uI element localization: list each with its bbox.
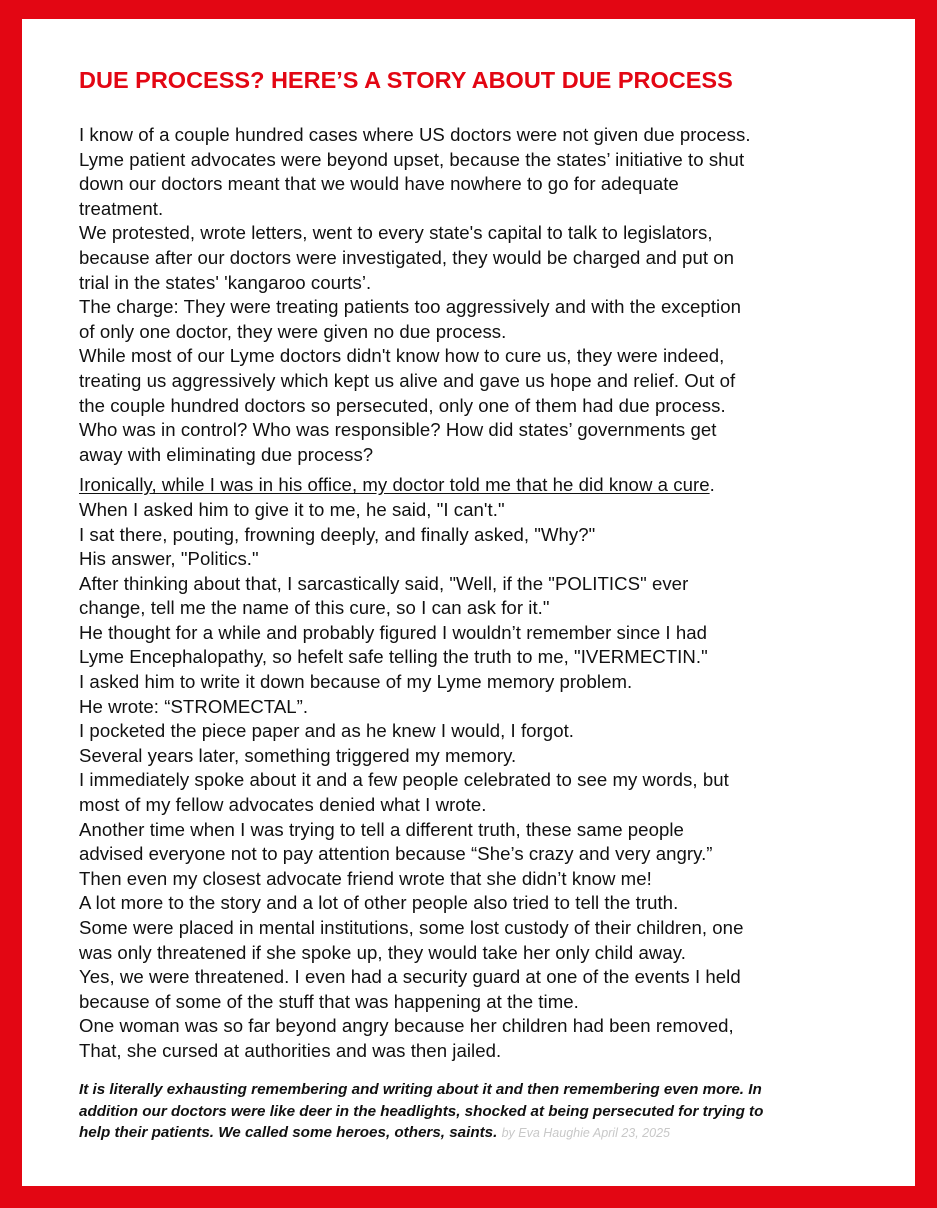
underlined-sentence: Ironically, while I was in his office, my doctor told me that he did know a cure <box>79 474 710 496</box>
text-line: I immediately spoke about it and a few people celebrated to see my words, but <box>79 769 729 791</box>
text-line: The charge: They were treating patients too aggressively and with the exception <box>79 296 742 318</box>
text-line: treating us aggressively which kept us alive and gave us hope and relief. Out of <box>79 369 736 391</box>
text-line: A lot more to the story and a lot of other people also tried to tell the truth. <box>79 892 679 914</box>
text-line: One woman was so far beyond angry because her children had been removed, <box>79 1015 734 1037</box>
text-line-first <box>79 473 879 498</box>
text-line: Who was in control? Who was responsible? How did states’ governments get <box>79 419 717 441</box>
closing-line: It is literally exhausting remembering and writing about it and then remembering even more. In <box>79 1081 762 1098</box>
text-line: advised everyone not to pay attention because “She’s crazy and very angry.” <box>79 843 713 865</box>
text-line: Lyme patient advocates were beyond upset, because the states’ initiative to shut <box>79 148 745 170</box>
closing-line-text: help their patients. We called some heroes, others, saints. <box>79 1124 498 1142</box>
text-line: I pocketed the piece paper and as he knew I would, I forgot. <box>79 720 575 742</box>
section-due-process <box>79 123 879 467</box>
text-line: I know of a couple hundred cases where US doctors were not given due process. <box>79 124 751 145</box>
text-line: of only one doctor, they were given no due process. <box>79 320 507 342</box>
text-line: We protested, wrote letters, went to every state's capital to talk to legislators, <box>79 222 713 244</box>
text-line: After thinking about that, I sarcastically said, "Well, if the "POLITICS" ever <box>79 572 689 594</box>
text-line: treatment. <box>79 197 164 219</box>
text-line: That, she cursed at authorities and was then jailed. <box>79 1039 502 1061</box>
page-title: DUE PROCESS? HERE’S A STORY ABOUT DUE PROCESS <box>79 67 733 93</box>
text-line: Then even my closest advocate friend wrote that she didn’t know me! <box>79 867 652 889</box>
text-line: change, tell me the name of this cure, so I can ask for it." <box>79 597 550 619</box>
text-line: His answer, "Politics." <box>79 548 259 570</box>
text-line: the couple hundred doctors so persecuted, only one of them had due process. <box>79 394 726 416</box>
text-line: Another time when I was trying to tell a different truth, these same people <box>79 818 684 840</box>
text-line: was only threatened if she spoke up, they would take her only child away. <box>79 941 686 963</box>
text-line: I asked him to write it down because of my Lyme memory problem. <box>79 671 633 693</box>
author-byline: by Eva Haughie April 23, 2025 <box>501 1126 670 1141</box>
text-line: because of some of the stuff that was happening at the time. <box>79 990 579 1012</box>
text-line: Lyme Encephalopathy, so hefelt safe telling the truth to me, "IVERMECTIN." <box>79 646 708 668</box>
article-body <box>79 123 879 1064</box>
section-ivermectin-story <box>79 473 879 1063</box>
text-line: away with eliminating due process? <box>79 443 374 465</box>
sentence-period: . <box>709 474 715 496</box>
text-line: Several years later, something triggered my memory. <box>79 744 517 766</box>
text-line: Yes, we were threatened. I even had a security guard at one of the events I held <box>79 966 741 988</box>
text-line: most of my fellow advocates denied what I wrote. <box>79 794 487 816</box>
text-line: He wrote: “STROMECTAL”. <box>79 695 309 717</box>
closing-line: addition our doctors were like deer in the headlights, shocked at being persecuted for trying to <box>79 1102 764 1120</box>
text-line: He thought for a while and probably figured I wouldn’t remember since I had <box>79 621 708 643</box>
text-line: down our doctors meant that we would have nowhere to go for adequate <box>79 173 679 195</box>
closing-line-last <box>79 1122 859 1145</box>
text-line: because after our doctors were investigated, they would be charged and put on <box>79 246 735 268</box>
text-line: trial in the states' 'kangaroo courts’. <box>79 271 372 293</box>
closing-note <box>79 1079 859 1145</box>
document-page <box>22 19 915 1186</box>
text-line: I sat there, pouting, frowning deeply, and finally asked, "Why?" <box>79 523 596 545</box>
text-line: When I asked him to give it to me, he said, "I can't." <box>79 498 505 520</box>
text-line: Some were placed in mental institutions, some lost custody of their children, one <box>79 917 744 938</box>
text-line: While most of our Lyme doctors didn't know how to cure us, they were indeed, <box>79 345 725 367</box>
